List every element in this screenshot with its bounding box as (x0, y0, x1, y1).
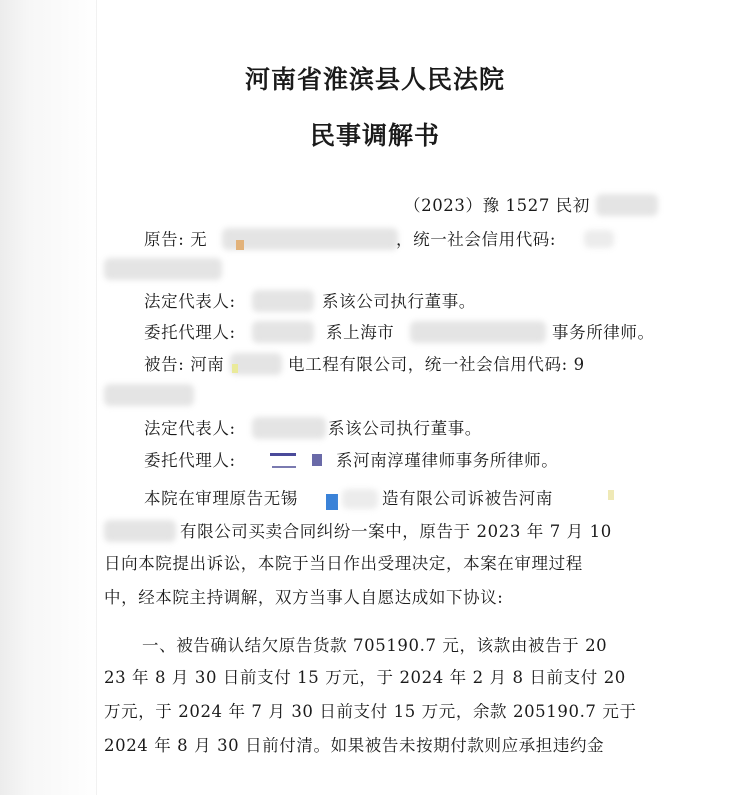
clause-line-4: 2024 年 8 月 30 日前付清。如果被告未按期付款则应承担违约金 (104, 736, 605, 755)
plaintiff-label: 原告: 无 (144, 230, 208, 249)
redaction (252, 321, 314, 343)
defendant-legal-rep-role: 系该公司执行董事。 (328, 419, 482, 438)
body-line-1b: 造有限公司诉被告河南 (382, 489, 553, 508)
document-type: 民事调解书 (309, 121, 440, 150)
body-line-4: 中，经本院主持调解，双方当事人自愿达成如下协议: (104, 588, 504, 607)
defendant-label: 被告: 河南 (144, 355, 225, 374)
redaction (222, 228, 398, 250)
redaction-marker (326, 494, 338, 510)
plaintiff-agent-firm-b: 事务所律师。 (552, 323, 655, 342)
redaction (596, 194, 658, 216)
redaction (104, 258, 222, 280)
body-line-3: 日向本院提出诉讼，本院于当日作出受理决定，本案在审理过程 (104, 554, 583, 573)
redaction (252, 290, 314, 312)
body-line-1a: 本院在审理原告无锡 (144, 489, 298, 508)
redaction-marker (312, 454, 322, 466)
redaction (252, 417, 326, 439)
redaction (104, 384, 194, 406)
redaction (342, 489, 378, 509)
defendant-agent-firm: 系河南淳瑾律师事务所律师。 (336, 451, 559, 470)
redaction-marker (272, 466, 296, 468)
defendant-name-credit-code: 电工程有限公司，统一社会信用代码: 9 (288, 355, 585, 374)
plaintiff-agent-firm-a: 系上海市 (326, 323, 395, 342)
redaction (410, 321, 546, 343)
clause-line-2: 23 年 8 月 30 日前支付 15 万元，于 2024 年 2 月 8 日前支付 20 (104, 668, 626, 687)
case-number: （2023）豫 1527 民初 (404, 196, 590, 215)
redaction (104, 520, 176, 542)
redaction-marker (608, 490, 614, 500)
defendant-agent-label: 委托代理人: (144, 451, 236, 470)
redaction-marker (232, 364, 238, 373)
redaction-marker (236, 240, 244, 250)
redaction (584, 230, 614, 248)
plaintiff-legal-rep-label: 法定代表人: (144, 292, 236, 311)
defendant-legal-rep-label: 法定代表人: (144, 419, 236, 438)
plaintiff-agent-label: 委托代理人: (144, 323, 236, 342)
redaction-marker (270, 453, 296, 456)
clause-line-3: 万元，于 2024 年 7 月 30 日前支付 15 万元，余款 205190.7 元于 (104, 702, 637, 721)
plaintiff-credit-code-label: ，统一社会信用代码: (396, 230, 557, 249)
clause-line-1: 一、被告确认结欠原告货款 705190.7 元，该款由被告于 20 (142, 636, 608, 655)
body-line-2: 有限公司买卖合同纠纷一案中，原告于 2023 年 7 月 10 (180, 522, 612, 541)
plaintiff-legal-rep-role: 系该公司执行董事。 (322, 292, 476, 311)
court-name: 河南省淮滨县人民法院 (244, 65, 505, 94)
